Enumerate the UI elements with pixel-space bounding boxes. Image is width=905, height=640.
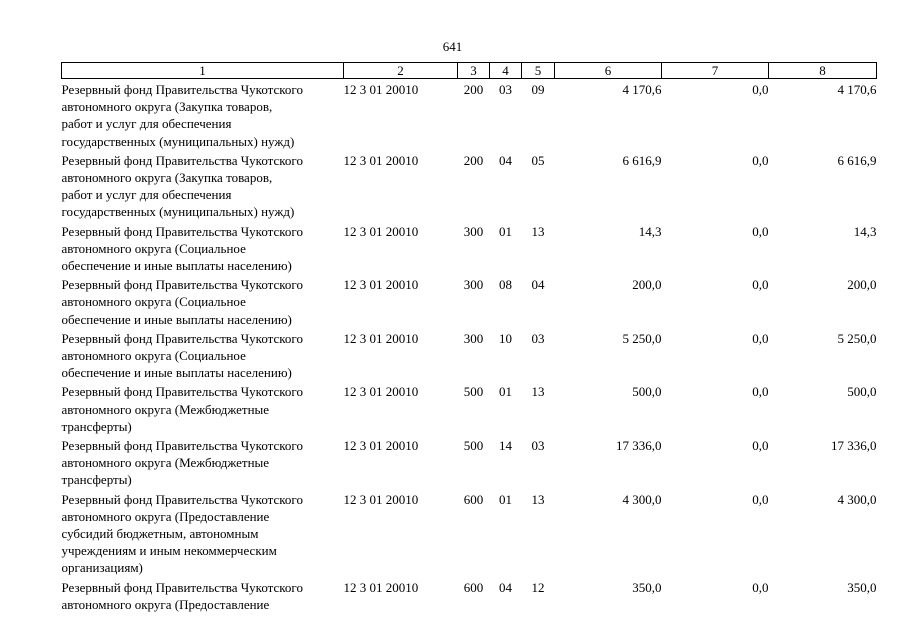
row-code-cell: 12 3 01 20010 xyxy=(343,384,419,400)
row-col3-cell: 600 xyxy=(463,491,484,507)
row-name-line: Резервный фонд Правительства Чукотского xyxy=(61,152,303,168)
row-name-line: обеспечение и иные выплаты населению) xyxy=(61,365,292,381)
table-row xyxy=(62,577,877,613)
row-col5-cell: 12 xyxy=(531,579,545,595)
row-col8-cell: 500,0 xyxy=(847,384,877,400)
row-code-cell: 12 3 01 20010 xyxy=(343,438,419,454)
row-col7-cell: 0,0 xyxy=(752,579,769,595)
row-col6-cell: 4 300,0 xyxy=(622,491,662,507)
row-name-line: автономного округа (Социальное xyxy=(61,240,246,256)
row-col8-cell: 5 250,0 xyxy=(837,330,877,346)
row-col6-cell: 17 336,0 xyxy=(616,438,662,454)
row-col8-cell: 4 170,6 xyxy=(837,82,877,97)
budget-table xyxy=(61,62,877,613)
row-name-cell xyxy=(62,489,344,577)
row-col3-cell: 500 xyxy=(463,438,484,454)
table-row xyxy=(62,150,877,221)
row-col8-cell: 4 300,0 xyxy=(837,491,877,507)
row-name-line: Резервный фонд Правительства Чукотского xyxy=(61,82,303,97)
row-code-cell: 12 3 01 20010 xyxy=(343,223,419,239)
row-name-line: автономного округа (Предоставление xyxy=(61,508,270,524)
row-name-cell xyxy=(62,328,344,382)
row-name-cell xyxy=(62,79,344,150)
row-col5-cell: 03 xyxy=(531,330,545,346)
row-name-cell xyxy=(62,150,344,221)
row-name-line: Резервный фонд Правительства Чукотского xyxy=(61,579,303,595)
row-col5-cell: 13 xyxy=(531,384,545,400)
row-name-line: автономного округа (Межбюджетные xyxy=(61,455,270,471)
column-header: 4 xyxy=(490,63,522,79)
table-row xyxy=(62,274,877,328)
row-col4-cell: 08 xyxy=(499,277,512,293)
row-name-line: государственных (муниципальных) нужд) xyxy=(61,133,295,149)
table-body xyxy=(62,79,877,614)
row-col6-cell: 4 170,6 xyxy=(622,82,662,97)
row-col8-cell: 14,3 xyxy=(853,223,877,239)
row-name-line: обеспечение и иные выплаты населению) xyxy=(61,258,292,274)
row-code-cell: 12 3 01 20010 xyxy=(343,579,419,595)
row-col5-cell: 13 xyxy=(531,491,545,507)
row-col4-cell: 14 xyxy=(499,438,512,454)
column-header: 6 xyxy=(555,63,662,79)
row-col6-cell: 200,0 xyxy=(632,277,662,293)
row-col8-cell: 200,0 xyxy=(847,277,877,293)
row-col7-cell: 0,0 xyxy=(752,438,769,454)
table-row xyxy=(62,435,877,489)
row-col7-cell: 0,0 xyxy=(752,223,769,239)
row-name-line: Резервный фонд Правительства Чукотского xyxy=(61,438,303,454)
row-name-line: учреждениям и иным некоммерческим xyxy=(61,543,277,559)
row-col7-cell: 0,0 xyxy=(752,277,769,293)
row-col8-cell: 350,0 xyxy=(847,579,877,595)
row-code-cell: 12 3 01 20010 xyxy=(343,82,419,97)
table-row xyxy=(62,381,877,435)
row-name-line: Резервный фонд Правительства Чукотского xyxy=(61,277,303,293)
row-name-line: автономного округа (Межбюджетные xyxy=(61,401,270,417)
column-header: 7 xyxy=(662,63,769,79)
row-code-cell: 12 3 01 20010 xyxy=(343,491,419,507)
column-header: 5 xyxy=(522,63,555,79)
row-name-line: Резервный фонд Правительства Чукотского xyxy=(61,223,303,239)
row-name-line: автономного округа (Закупка товаров, xyxy=(61,99,273,115)
column-header: 1 xyxy=(62,63,344,79)
row-name-cell xyxy=(62,577,344,613)
table-row xyxy=(62,328,877,382)
row-col7-cell: 0,0 xyxy=(752,491,769,507)
row-col5-cell: 03 xyxy=(531,438,545,454)
row-code-cell: 12 3 01 20010 xyxy=(343,152,419,168)
row-col4-cell: 04 xyxy=(499,579,512,595)
header-row xyxy=(62,63,877,79)
row-col4-cell: 04 xyxy=(499,152,512,168)
row-name-line: трансферты) xyxy=(61,418,132,434)
column-header: 2 xyxy=(344,63,458,79)
column-header: 3 xyxy=(458,63,490,79)
row-col5-cell: 09 xyxy=(531,82,545,97)
row-col6-cell: 5 250,0 xyxy=(622,330,662,346)
row-name-line: работ и услуг для обеспечения xyxy=(61,187,232,203)
row-name-line: государственных (муниципальных) нужд) xyxy=(61,204,295,220)
row-col5-cell: 04 xyxy=(531,277,545,293)
row-code-cell: 12 3 01 20010 xyxy=(343,277,419,293)
table-row xyxy=(62,221,877,275)
row-col4-cell: 01 xyxy=(499,384,512,400)
row-col4-cell: 01 xyxy=(499,491,512,507)
row-name-line: работ и услуг для обеспечения xyxy=(61,116,232,132)
row-name-cell xyxy=(62,435,344,489)
row-name-line: автономного округа (Предоставление xyxy=(61,596,270,612)
row-col3-cell: 300 xyxy=(463,330,484,346)
table-row xyxy=(62,79,877,150)
table-row xyxy=(62,489,877,577)
row-name-line: автономного округа (Социальное xyxy=(61,294,246,310)
row-col7-cell: 0,0 xyxy=(752,384,769,400)
row-col7-cell: 0,0 xyxy=(752,152,769,168)
row-col3-cell: 500 xyxy=(463,384,484,400)
row-name-line: организациям) xyxy=(61,560,143,576)
row-col3-cell: 600 xyxy=(463,579,484,595)
row-col4-cell: 10 xyxy=(499,330,512,346)
row-col5-cell: 13 xyxy=(531,223,545,239)
row-name-line: автономного округа (Социальное xyxy=(61,348,246,364)
row-col4-cell: 03 xyxy=(499,82,512,97)
row-col8-cell: 6 616,9 xyxy=(837,152,877,168)
row-col3-cell: 300 xyxy=(463,223,484,239)
row-col4-cell: 01 xyxy=(499,223,512,239)
row-code-cell: 12 3 01 20010 xyxy=(343,330,419,346)
row-col3-cell: 200 xyxy=(463,82,484,97)
column-header: 8 xyxy=(769,63,877,79)
row-col3-cell: 200 xyxy=(463,152,484,168)
row-col7-cell: 0,0 xyxy=(752,82,769,97)
row-col6-cell: 14,3 xyxy=(638,223,662,239)
row-col7-cell: 0,0 xyxy=(752,330,769,346)
row-name-line: трансферты) xyxy=(61,472,132,488)
row-name-line: Резервный фонд Правительства Чукотского xyxy=(61,330,303,346)
row-col6-cell: 350,0 xyxy=(632,579,662,595)
row-name-cell xyxy=(62,221,344,275)
row-name-line: Резервный фонд Правительства Чукотского xyxy=(61,384,303,400)
row-col6-cell: 500,0 xyxy=(632,384,662,400)
row-col3-cell: 300 xyxy=(463,277,484,293)
row-name-cell xyxy=(62,274,344,328)
row-name-line: Резервный фонд Правительства Чукотского xyxy=(61,491,303,507)
row-name-cell xyxy=(62,381,344,435)
row-col5-cell: 05 xyxy=(531,152,545,168)
row-name-line: субсидий бюджетным, автономным xyxy=(61,526,259,542)
row-name-line: обеспечение и иные выплаты населению) xyxy=(61,311,292,327)
row-name-line: автономного округа (Закупка товаров, xyxy=(61,170,273,186)
row-col8-cell: 17 336,0 xyxy=(831,438,877,454)
row-col6-cell: 6 616,9 xyxy=(622,152,662,168)
page-number: 641 xyxy=(442,39,463,54)
